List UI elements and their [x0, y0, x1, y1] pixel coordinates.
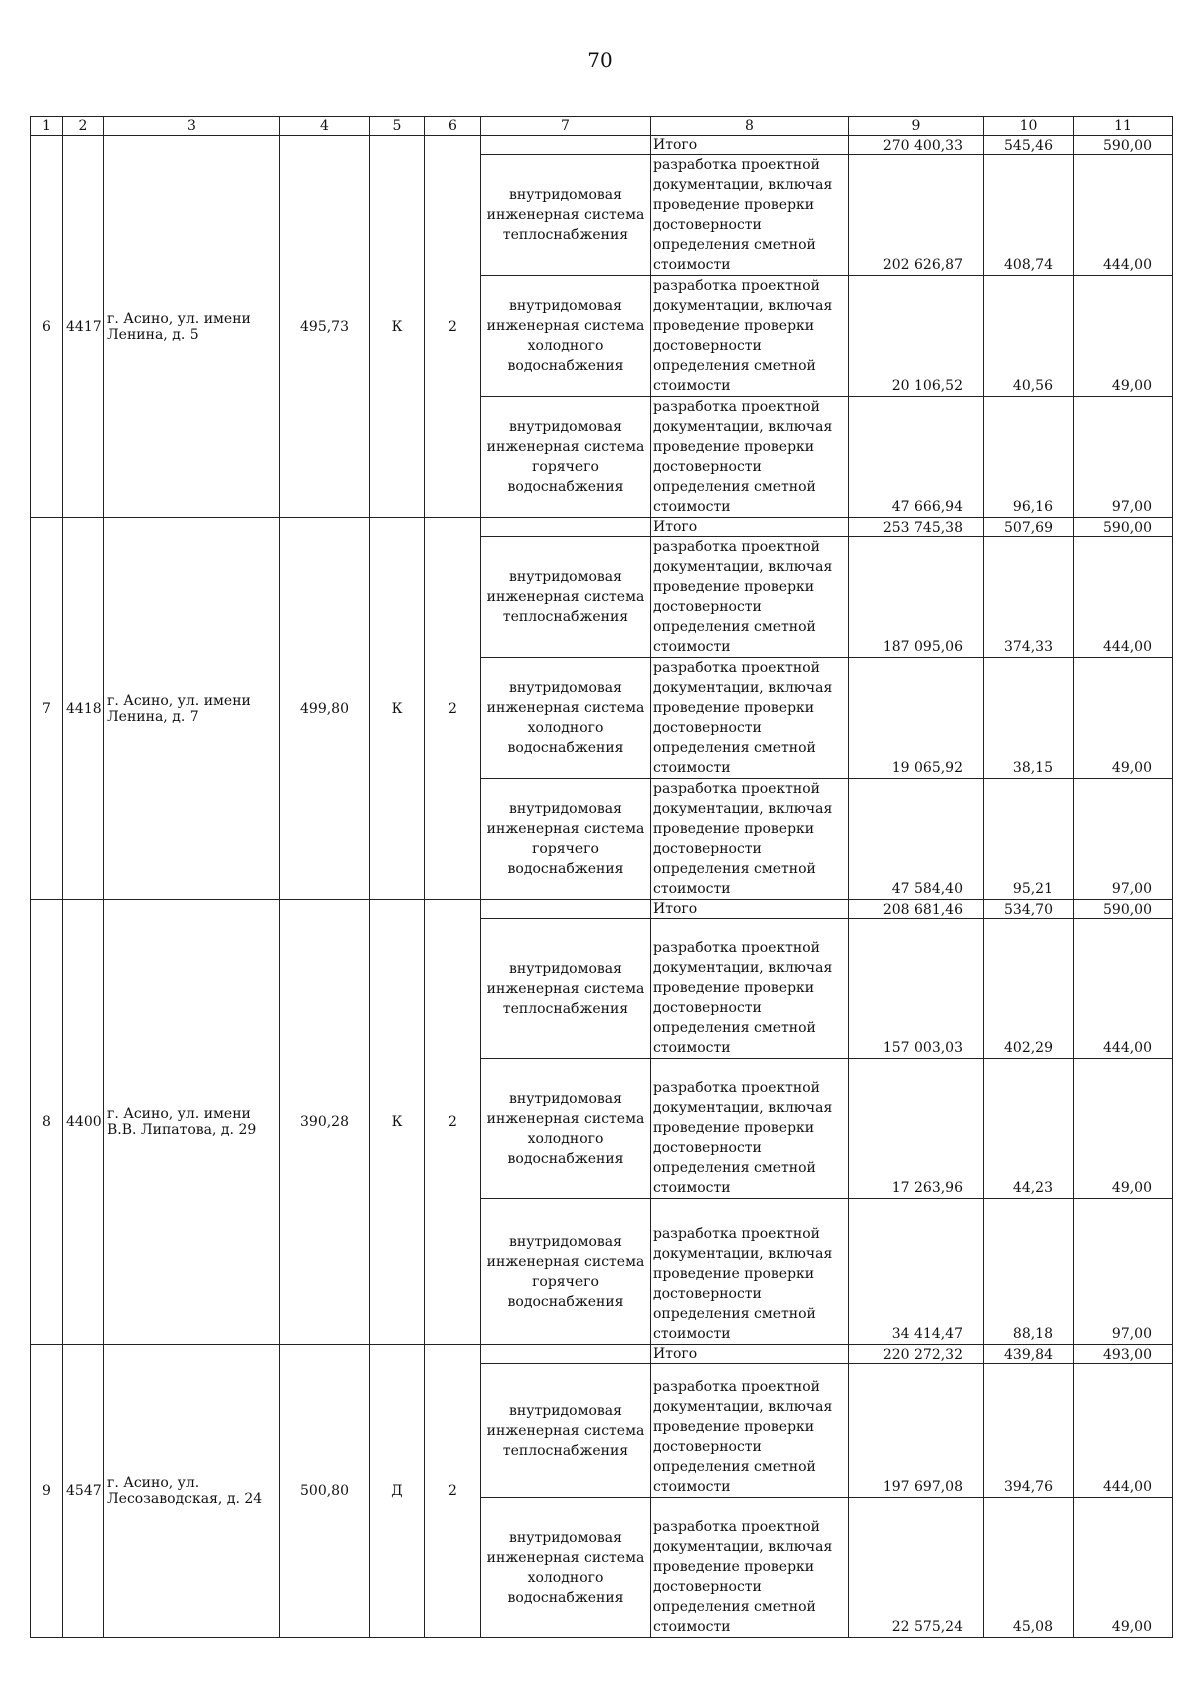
system-cost: 20 106,52 [849, 276, 984, 397]
house-address: г. Асино, ул. имени В.В. Липатова, д. 29 [104, 900, 280, 1345]
system-cost-per-area: 95,21 [984, 779, 1074, 900]
system-limit: 49,00 [1074, 276, 1173, 397]
system-limit: 444,00 [1074, 919, 1173, 1059]
system-cost-per-area: 394,76 [984, 1364, 1074, 1498]
total-system-blank [481, 136, 651, 155]
total-system-blank [481, 1345, 651, 1364]
system-name: внутридомовая инженерная система горячего водоснабжения [481, 779, 651, 900]
header-cell: 1 [31, 117, 63, 136]
work-description: разработка проектной документации, включая проведение проверки достоверности определения сметной стоимости [651, 155, 849, 276]
house-code: 4400 [63, 900, 104, 1345]
total-cost-per-area: 507,69 [984, 518, 1074, 537]
total-cost-per-area: 545,46 [984, 136, 1074, 155]
house-qty: 2 [425, 1345, 481, 1638]
header-cell: 8 [651, 117, 849, 136]
header-cell: 7 [481, 117, 651, 136]
work-description: разработка проектной документации, включая проведение проверки достоверности определения сметной стоимости [651, 1199, 849, 1345]
system-limit: 444,00 [1074, 537, 1173, 658]
house-area: 499,80 [280, 518, 370, 900]
page-number: 70 [587, 48, 613, 72]
system-cost-per-area: 40,56 [984, 276, 1074, 397]
work-description: разработка проектной документации, включая проведение проверки достоверности определения сметной стоимости [651, 537, 849, 658]
system-cost-per-area: 38,15 [984, 658, 1074, 779]
house-qty: 2 [425, 136, 481, 518]
house-code: 4547 [63, 1345, 104, 1638]
system-cost-per-area: 45,08 [984, 1498, 1074, 1638]
group-total-row [31, 900, 1173, 919]
house-address: г. Асино, ул. имени Ленина, д. 7 [104, 518, 280, 900]
header-cell: 9 [849, 117, 984, 136]
total-limit: 590,00 [1074, 136, 1173, 155]
house-address: г. Асино, ул. имени Ленина, д. 5 [104, 136, 280, 518]
system-name: внутридомовая инженерная система теплоснабжения [481, 155, 651, 276]
system-name: внутридомовая инженерная система теплоснабжения [481, 1364, 651, 1498]
header-cell: 11 [1074, 117, 1173, 136]
house-type: К [370, 900, 425, 1345]
system-limit: 444,00 [1074, 155, 1173, 276]
total-label: Итого [651, 136, 849, 155]
total-limit: 590,00 [1074, 518, 1173, 537]
total-cost-per-area: 439,84 [984, 1345, 1074, 1364]
total-cost: 208 681,46 [849, 900, 984, 919]
system-cost-per-area: 88,18 [984, 1199, 1074, 1345]
total-limit: 590,00 [1074, 900, 1173, 919]
system-cost: 157 003,03 [849, 919, 984, 1059]
system-cost: 17 263,96 [849, 1059, 984, 1199]
header-cell: 6 [425, 117, 481, 136]
row-number: 9 [31, 1345, 63, 1638]
house-qty: 2 [425, 900, 481, 1345]
system-name: внутридомовая инженерная система холодного водоснабжения [481, 276, 651, 397]
system-limit: 49,00 [1074, 1059, 1173, 1199]
system-name: внутридомовая инженерная система холодного водоснабжения [481, 658, 651, 779]
work-description: разработка проектной документации, включая проведение проверки достоверности определения сметной стоимости [651, 779, 849, 900]
repair-cost-table [30, 116, 1173, 1638]
house-qty: 2 [425, 518, 481, 900]
system-cost-per-area: 408,74 [984, 155, 1074, 276]
total-label: Итого [651, 900, 849, 919]
work-description: разработка проектной документации, включая проведение проверки достоверности определения сметной стоимости [651, 1498, 849, 1638]
system-cost: 47 584,40 [849, 779, 984, 900]
total-limit: 493,00 [1074, 1345, 1173, 1364]
work-description: разработка проектной документации, включая проведение проверки достоверности определения сметной стоимости [651, 919, 849, 1059]
house-area: 390,28 [280, 900, 370, 1345]
system-limit: 97,00 [1074, 779, 1173, 900]
house-code: 4417 [63, 136, 104, 518]
work-description: разработка проектной документации, включая проведение проверки достоверности определения сметной стоимости [651, 1059, 849, 1199]
system-cost: 202 626,87 [849, 155, 984, 276]
house-type: К [370, 518, 425, 900]
row-number: 8 [31, 900, 63, 1345]
header-cell: 4 [280, 117, 370, 136]
system-limit: 97,00 [1074, 397, 1173, 518]
total-system-blank [481, 900, 651, 919]
system-limit: 444,00 [1074, 1364, 1173, 1498]
total-cost: 220 272,32 [849, 1345, 984, 1364]
house-type: К [370, 136, 425, 518]
house-area: 500,80 [280, 1345, 370, 1638]
system-name: внутридомовая инженерная система горячего водоснабжения [481, 1199, 651, 1345]
total-cost: 253 745,38 [849, 518, 984, 537]
system-cost: 19 065,92 [849, 658, 984, 779]
system-cost: 34 414,47 [849, 1199, 984, 1345]
row-number: 7 [31, 518, 63, 900]
work-description: разработка проектной документации, включая проведение проверки достоверности определения сметной стоимости [651, 658, 849, 779]
group-total-row [31, 518, 1173, 537]
house-address: г. Асино, ул. Лесозаводская, д. 24 [104, 1345, 280, 1638]
system-cost-per-area: 96,16 [984, 397, 1074, 518]
group-total-row [31, 1345, 1173, 1364]
system-cost: 187 095,06 [849, 537, 984, 658]
system-cost-per-area: 374,33 [984, 537, 1074, 658]
system-cost: 47 666,94 [849, 397, 984, 518]
work-description: разработка проектной документации, включая проведение проверки достоверности определения сметной стоимости [651, 276, 849, 397]
house-area: 495,73 [280, 136, 370, 518]
system-limit: 49,00 [1074, 1498, 1173, 1638]
work-description: разработка проектной документации, включая проведение проверки достоверности определения сметной стоимости [651, 397, 849, 518]
system-name: внутридомовая инженерная система холодного водоснабжения [481, 1498, 651, 1638]
total-cost-per-area: 534,70 [984, 900, 1074, 919]
house-type: Д [370, 1345, 425, 1638]
total-label: Итого [651, 518, 849, 537]
total-cost: 270 400,33 [849, 136, 984, 155]
header-cell: 10 [984, 117, 1074, 136]
header-cell: 2 [63, 117, 104, 136]
total-label: Итого [651, 1345, 849, 1364]
system-limit: 49,00 [1074, 658, 1173, 779]
system-cost: 22 575,24 [849, 1498, 984, 1638]
header-row [31, 117, 1173, 136]
header-cell: 3 [104, 117, 280, 136]
system-cost-per-area: 402,29 [984, 919, 1074, 1059]
system-name: внутридомовая инженерная система холодного водоснабжения [481, 1059, 651, 1199]
system-name: внутридомовая инженерная система горячего водоснабжения [481, 397, 651, 518]
header-cell: 5 [370, 117, 425, 136]
system-cost-per-area: 44,23 [984, 1059, 1074, 1199]
row-number: 6 [31, 136, 63, 518]
total-system-blank [481, 518, 651, 537]
work-description: разработка проектной документации, включая проведение проверки достоверности определения сметной стоимости [651, 1364, 849, 1498]
system-cost: 197 697,08 [849, 1364, 984, 1498]
system-limit: 97,00 [1074, 1199, 1173, 1345]
group-total-row [31, 136, 1173, 155]
house-code: 4418 [63, 518, 104, 900]
system-name: внутридомовая инженерная система теплоснабжения [481, 537, 651, 658]
system-name: внутридомовая инженерная система теплоснабжения [481, 919, 651, 1059]
